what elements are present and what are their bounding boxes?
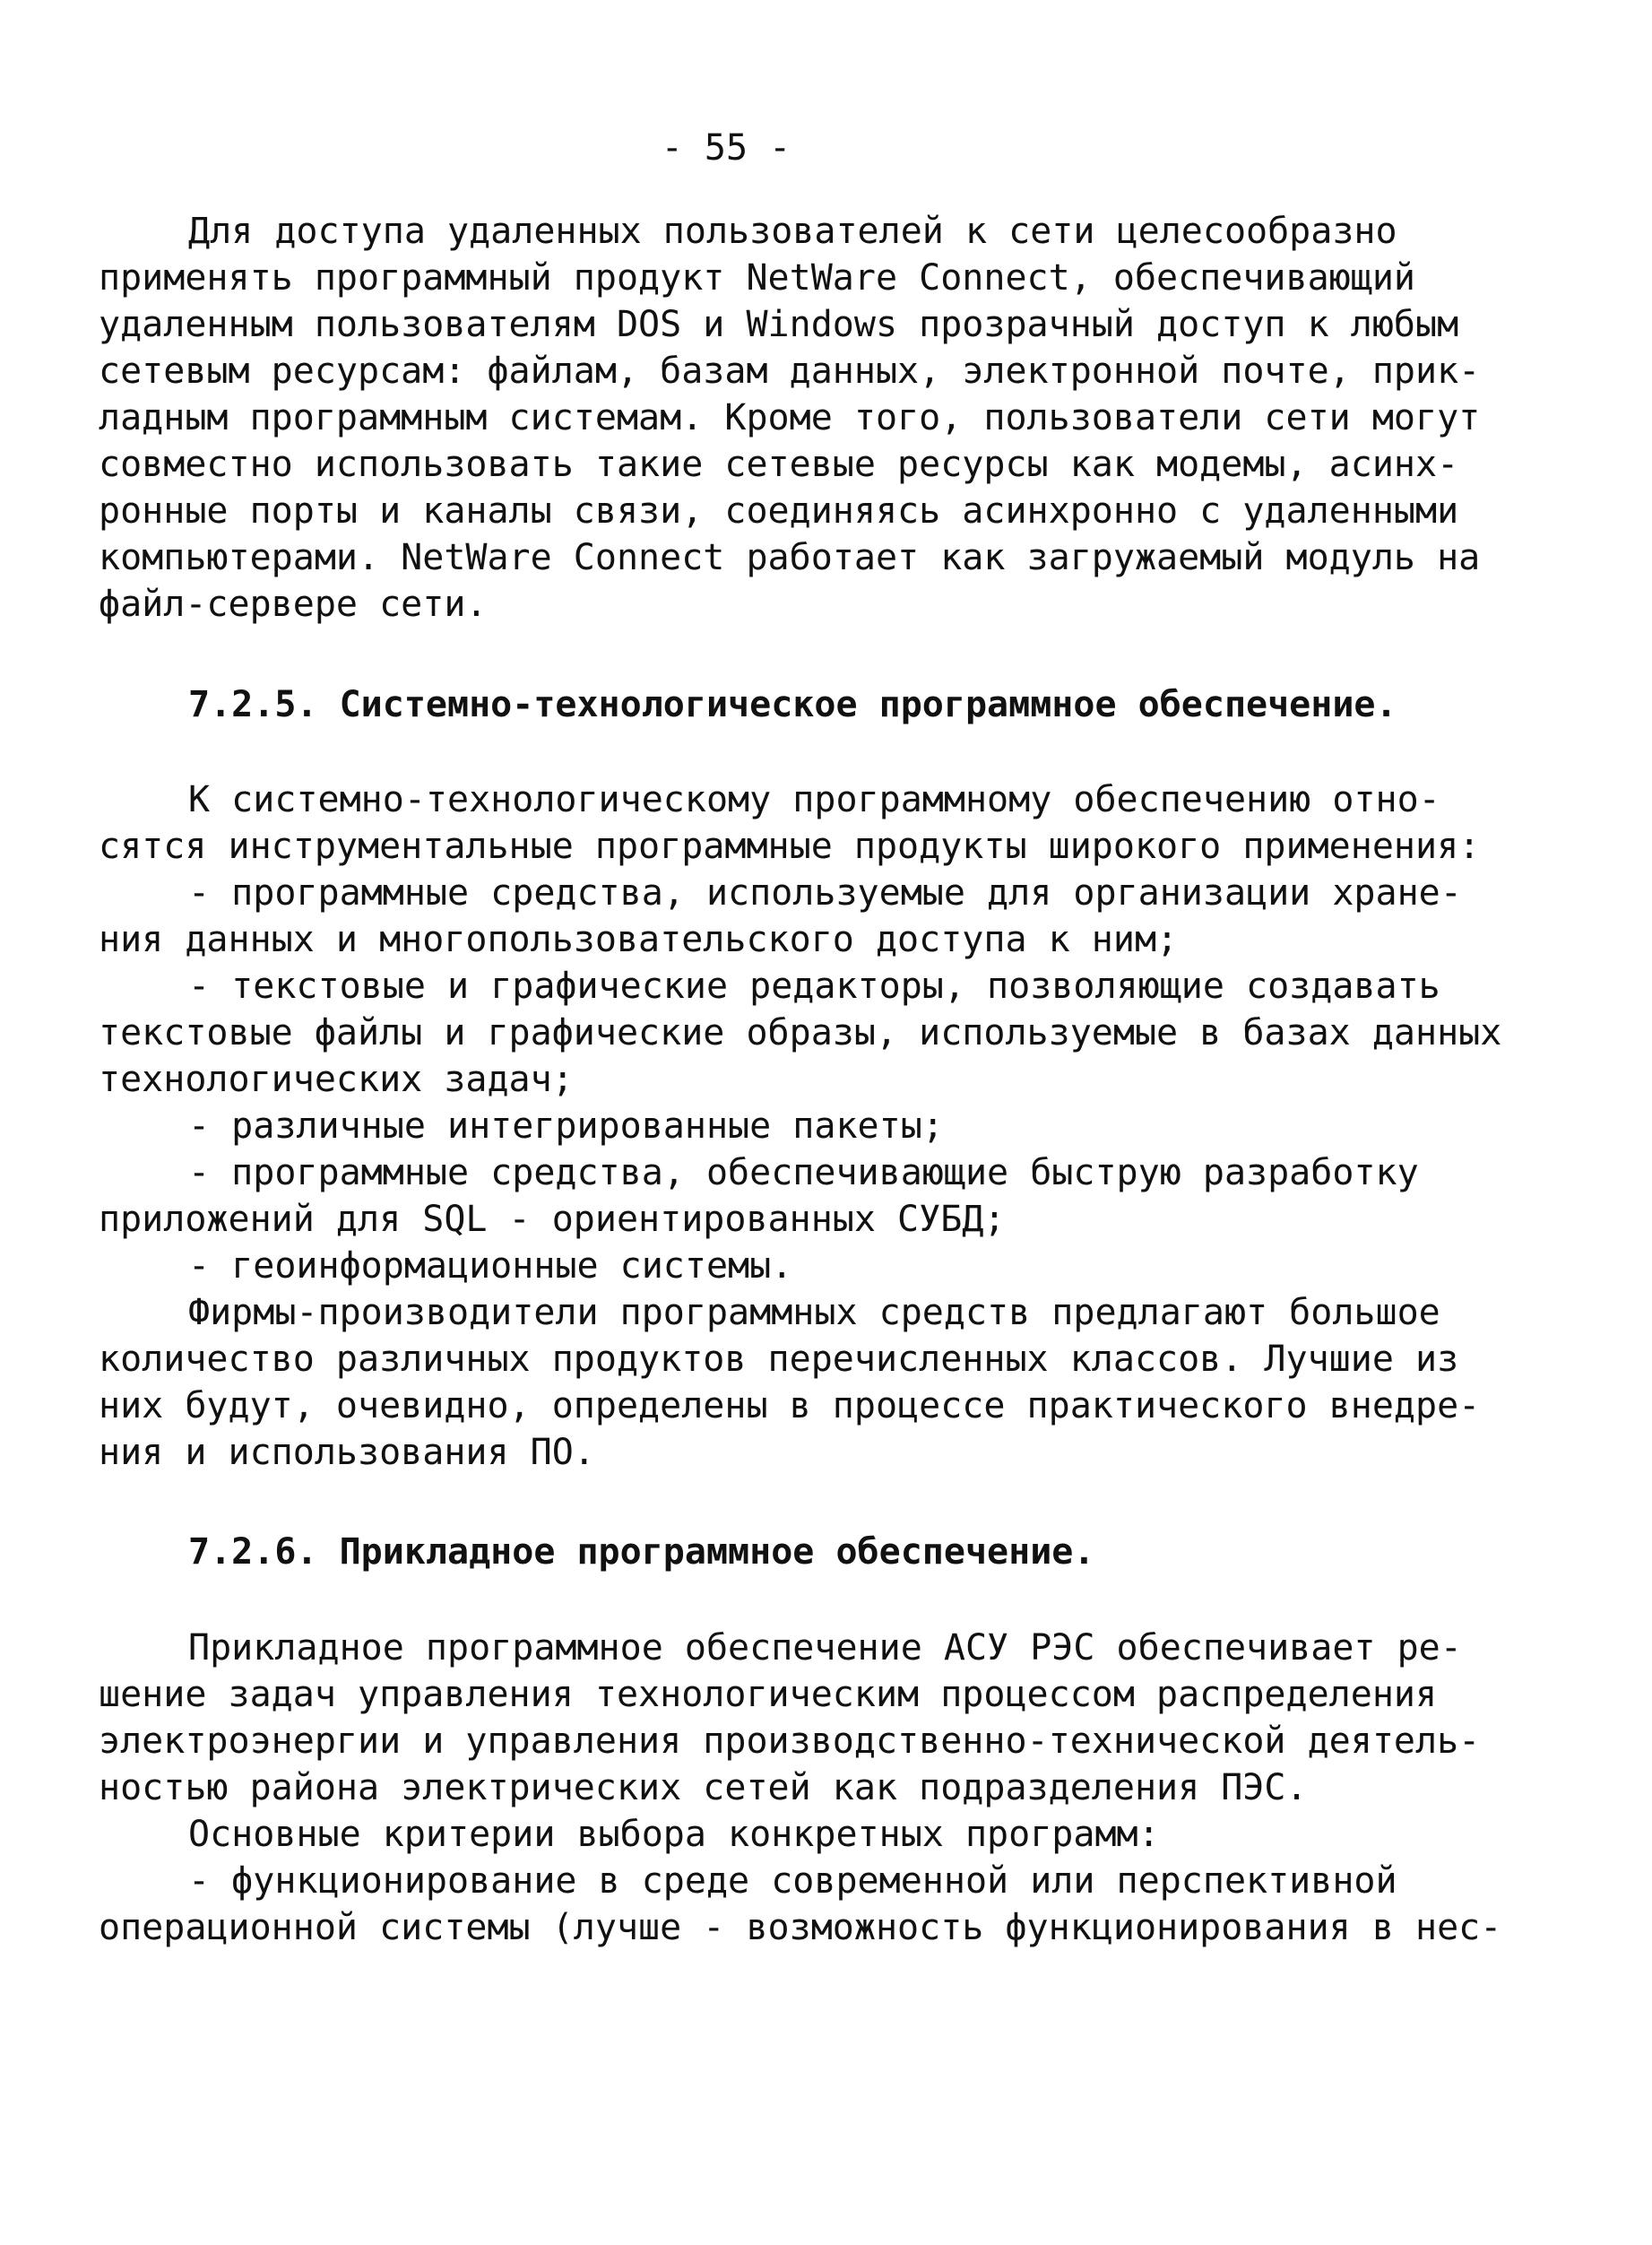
section-heading-7-2-6: 7.2.6. Прикладное программное обеспечение. xyxy=(188,1531,1095,1573)
page-number: - 55 - xyxy=(661,127,791,169)
list-item: - программные средства, обеспечивающие быструю разработку xyxy=(188,1152,1419,1193)
text-line: удаленным пользователям DOS и Windows прозрачный доступ к любым xyxy=(99,304,1459,345)
list-item: - геоинформационные системы. xyxy=(188,1245,793,1287)
text-line: ния и использования ПО. xyxy=(99,1432,595,1473)
text-line: ронные порты и каналы связи, соединяясь асинхронно с удаленными xyxy=(99,490,1459,532)
text-line: сятся инструментальные программные продукты широкого применения: xyxy=(99,826,1481,867)
text-line: Для доступа удаленных пользователей к сети целесообразно xyxy=(188,211,1397,252)
section-heading-7-2-5: 7.2.5. Системно-технологическое программное обеспечение. xyxy=(188,684,1397,725)
list-item: - функционирование в среде современной или перспективной xyxy=(188,1860,1397,1902)
list-item: - текстовые и графические редакторы, позволяющие создавать xyxy=(188,966,1440,1007)
text-line: технологических задач; xyxy=(99,1059,574,1100)
text-line: совместно использовать такие сетевые ресурсы как модемы, асинх- xyxy=(99,444,1459,485)
list-item: - различные интегрированные пакеты; xyxy=(188,1105,944,1147)
text-line: шение задач управления технологическим процессом распределения xyxy=(99,1674,1438,1715)
text-line: ния данных и многопользовательского доступа к ним; xyxy=(99,919,1179,960)
list-item: - программные средства, используемые для организации хране- xyxy=(188,872,1462,914)
text-line: них будут, очевидно, определены в процессе практического внедре- xyxy=(99,1385,1481,1426)
text-line: Прикладное программное обеспечение АСУ РЭС обеспечивает ре- xyxy=(188,1627,1462,1669)
text-line: ладным программным системам. Кроме того, пользователи сети могут xyxy=(99,397,1481,438)
text-line: количество различных продуктов перечисленных классов. Лучшие из xyxy=(99,1339,1459,1380)
text-line: файл-сервере сети. xyxy=(99,584,488,625)
text-line: применять программный продукт NetWare Connect, обеспечивающий xyxy=(99,257,1416,299)
text-line: К системно-технологическому программному обеспечению отно- xyxy=(188,779,1440,820)
text-line: приложений для SQL - ориентированных СУБД; xyxy=(99,1199,1006,1240)
text-line: электроэнергии и управления производственно-технической деятель- xyxy=(99,1721,1481,1762)
text-line: Фирмы-производители программных средств предлагают большое xyxy=(188,1292,1440,1333)
text-line: ностью района электрических сетей как подразделения ПЭС. xyxy=(99,1767,1308,1808)
text-line: компьютерами. NetWare Connect работает как загружаемый модуль на xyxy=(99,537,1481,578)
text-line: текстовые файлы и графические образы, используемые в базах данных xyxy=(99,1012,1502,1053)
text-line: операционной системы (лучше - возможность функционирования в нес- xyxy=(99,1907,1502,1948)
text-line: Основные критерии выбора конкретных программ: xyxy=(188,1814,1160,1855)
text-line: сетевым ресурсам: файлам, базам данных, электронной почте, прик- xyxy=(99,351,1481,392)
